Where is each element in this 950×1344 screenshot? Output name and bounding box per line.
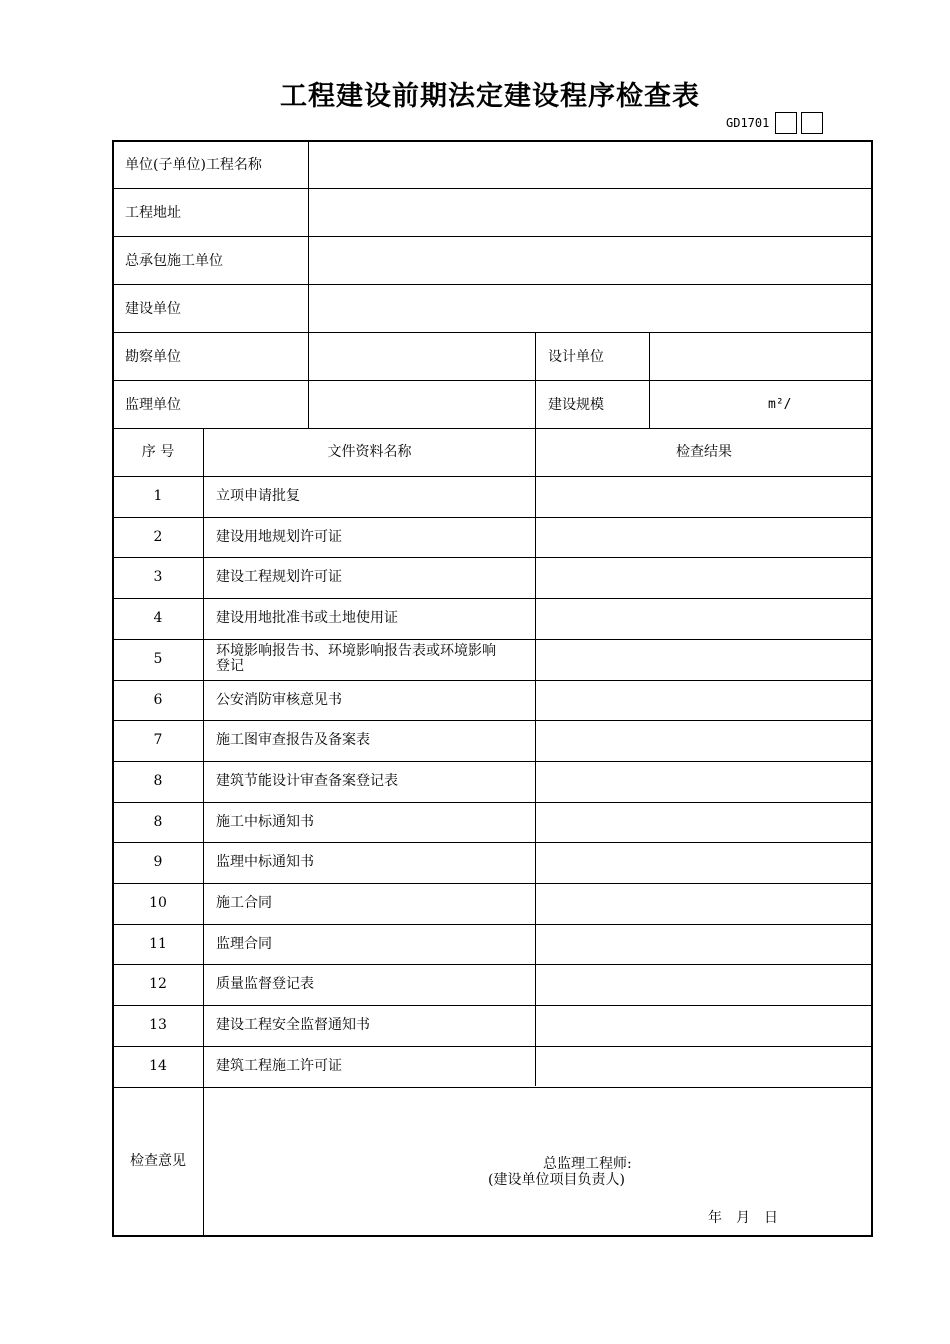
survey-unit-label: 勘察单位 bbox=[125, 348, 181, 365]
grid-line bbox=[113, 517, 872, 518]
design-unit-value[interactable] bbox=[650, 333, 872, 381]
general-contractor-value[interactable] bbox=[309, 237, 872, 285]
date-label: 年 月 日 bbox=[708, 1210, 778, 1226]
row-seq: 2 bbox=[153, 528, 163, 545]
grid-line bbox=[113, 680, 872, 681]
row-doc-name: 施工中标通知书 bbox=[216, 813, 314, 830]
header-doc-name: 文件资料名称 bbox=[327, 444, 412, 461]
row-doc-name: 建筑节能设计审查备案登记表 bbox=[216, 772, 398, 789]
row-seq: 11 bbox=[149, 935, 167, 952]
survey-unit-value[interactable] bbox=[309, 333, 535, 381]
construction-unit-label: 建设单位 bbox=[125, 300, 181, 317]
grid-line bbox=[113, 802, 872, 803]
project-name-value[interactable] bbox=[309, 141, 872, 189]
code-box-1[interactable] bbox=[775, 112, 797, 134]
owner-rep-label: (建设单位项目负责人) bbox=[488, 1172, 625, 1188]
row-result[interactable] bbox=[536, 517, 872, 558]
grid-line bbox=[113, 1046, 872, 1047]
grid-line bbox=[113, 1087, 872, 1088]
grid-line bbox=[113, 598, 872, 599]
row-doc-name: 监理中标通知书 bbox=[216, 854, 314, 871]
header-seq: 序 号 bbox=[141, 444, 175, 461]
row-seq: 9 bbox=[153, 854, 163, 871]
grid-line bbox=[649, 332, 650, 428]
row-seq: 14 bbox=[149, 1057, 167, 1074]
grid-line bbox=[113, 284, 872, 285]
grid-line bbox=[113, 557, 872, 558]
grid-line bbox=[113, 720, 872, 721]
grid-line bbox=[113, 236, 872, 237]
code-box-2[interactable] bbox=[801, 112, 823, 134]
row-result[interactable] bbox=[536, 802, 872, 843]
row-result[interactable] bbox=[536, 1046, 872, 1087]
grid-line bbox=[113, 188, 872, 189]
row-doc-name: 环境影响报告书、环境影响报告表或环境影响登记 bbox=[216, 643, 496, 675]
project-address-value[interactable] bbox=[309, 189, 872, 237]
row-seq: 4 bbox=[153, 610, 163, 627]
row-doc-name: 立项申请批复 bbox=[216, 488, 300, 504]
header-result: 检查结果 bbox=[676, 444, 732, 461]
row-seq: 7 bbox=[153, 732, 163, 749]
row-doc-name: 监理合同 bbox=[216, 935, 272, 952]
scale-unit: m²/ bbox=[768, 397, 792, 413]
row-result[interactable] bbox=[536, 720, 872, 761]
row-doc-name: 建设工程规划许可证 bbox=[216, 569, 342, 586]
row-seq: 6 bbox=[153, 691, 163, 708]
grid-line bbox=[113, 380, 872, 381]
row-result[interactable] bbox=[536, 1005, 872, 1046]
row-result[interactable] bbox=[536, 639, 872, 680]
supervision-unit-value[interactable] bbox=[309, 381, 535, 429]
construction-scale-value[interactable] bbox=[650, 381, 872, 429]
row-seq: 10 bbox=[149, 895, 167, 911]
grid-line bbox=[113, 964, 872, 965]
page-title: 工程建设前期法定建设程序检查表 bbox=[280, 81, 700, 112]
row-doc-name: 施工图审查报告及备案表 bbox=[216, 732, 370, 749]
grid-line bbox=[113, 639, 872, 640]
supervision-unit-label: 监理单位 bbox=[125, 396, 181, 413]
design-unit-label: 设计单位 bbox=[548, 348, 604, 365]
chief-supervisor-label: 总监理工程师: bbox=[543, 1156, 632, 1172]
row-result[interactable] bbox=[536, 883, 872, 924]
row-result[interactable] bbox=[536, 964, 872, 1005]
row-result[interactable] bbox=[536, 680, 872, 721]
row-seq: 1 bbox=[153, 488, 163, 504]
row-doc-name: 公安消防审核意见书 bbox=[216, 691, 342, 708]
row-doc-name: 建设工程安全监督通知书 bbox=[216, 1017, 370, 1034]
row-result[interactable] bbox=[536, 598, 872, 639]
row-seq: 8 bbox=[153, 813, 163, 830]
project-name-label: 单位(子单位)工程名称 bbox=[125, 156, 262, 173]
row-doc-name: 建设用地批准书或土地使用证 bbox=[216, 610, 398, 627]
opinion-label: 检查意见 bbox=[130, 1152, 186, 1169]
row-doc-name: 质量监督登记表 bbox=[216, 976, 314, 993]
grid-line bbox=[113, 476, 872, 477]
row-seq: 13 bbox=[149, 1017, 167, 1034]
row-result[interactable] bbox=[536, 761, 872, 802]
grid-line bbox=[113, 1005, 872, 1006]
row-seq: 5 bbox=[153, 650, 163, 667]
form-code-area bbox=[726, 110, 823, 135]
general-contractor-label: 总承包施工单位 bbox=[125, 252, 223, 269]
row-doc-name: 建设用地规划许可证 bbox=[216, 528, 342, 545]
grid-line bbox=[535, 428, 536, 1086]
row-seq: 3 bbox=[153, 569, 163, 586]
row-result[interactable] bbox=[536, 842, 872, 883]
row-doc-name: 施工合同 bbox=[216, 895, 272, 911]
grid-line bbox=[113, 883, 872, 884]
grid-line bbox=[113, 924, 872, 925]
row-result[interactable] bbox=[536, 924, 872, 965]
grid-line bbox=[203, 428, 204, 1236]
row-result[interactable] bbox=[536, 557, 872, 598]
grid-line bbox=[535, 332, 536, 428]
grid-line bbox=[308, 141, 309, 429]
row-result[interactable] bbox=[536, 476, 872, 517]
project-address-label: 工程地址 bbox=[125, 204, 181, 221]
grid-line bbox=[113, 332, 872, 333]
row-doc-name: 建筑工程施工许可证 bbox=[216, 1057, 342, 1074]
row-seq: 12 bbox=[149, 976, 167, 993]
row-seq: 8 bbox=[153, 772, 163, 789]
grid-line bbox=[113, 842, 872, 843]
form-code: GD1701 bbox=[726, 115, 770, 130]
construction-unit-value[interactable] bbox=[309, 285, 872, 333]
construction-scale-label: 建设规模 bbox=[548, 396, 604, 413]
grid-line bbox=[113, 761, 872, 762]
grid-line bbox=[113, 428, 872, 429]
